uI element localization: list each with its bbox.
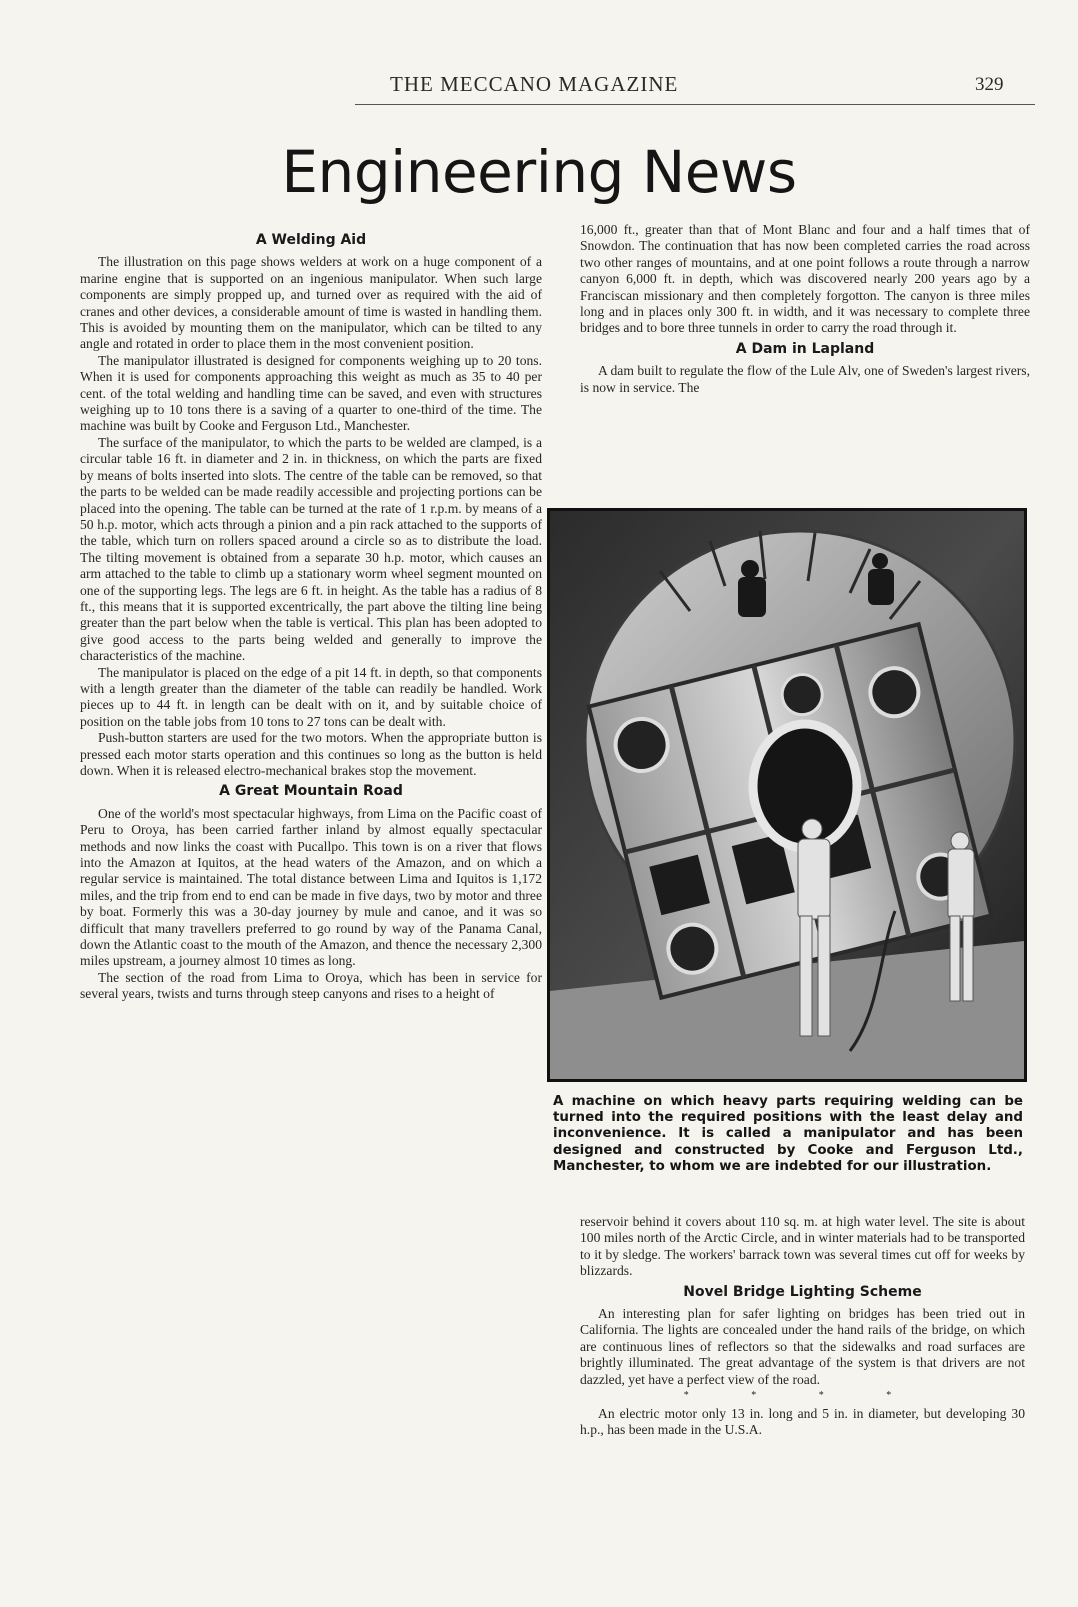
welding-aid-heading: A Welding Aid <box>255 232 367 248</box>
right-column-top <box>580 222 1030 396</box>
section-separator: * * * * <box>683 1390 922 1402</box>
figure-caption: A machine on which heavy parts requiring welding can be turned into the required positions with the least delay and inconvenience. It is called a manipulator and has been designed and constructed by Cooke and Ferguson Ltd., Manchester, to whom we are indebted for our illustration. <box>553 1094 1023 1174</box>
welding-aid-paragraph-4: The manipulator is placed on the edge of a pit 14 ft. in depth, so that components with a length greater than the diameter of the table can readily be handled. Work pieces up to 44 ft. in length can be dealt with on it, and by suitable choice of position on the table jobs from 10 tons to 27 tons can be dealt with. <box>80 664 542 729</box>
dam-heading: A Dam in Lapland <box>735 340 875 357</box>
electric-motor-paragraph: An electric motor only 13 in. long and 5 in. in diameter, but developing 30 h.p., has been made in the U.S.A. <box>580 1406 1025 1438</box>
mountain-road-heading: A Great Mountain Road <box>219 783 403 800</box>
dam-continuation: reservoir behind it covers about 110 sq. m. at high water level. The site is about 100 miles north of the Arctic Circle, and in winter materials had to be transported to it by sledge. The workers' barrack town was several times cut off for weeks by blizzards. <box>580 1214 1025 1279</box>
welding-aid-paragraph-5: Push-button starters are used for the two motors. When the appropriate button is pressed each motor starts operation and this continues so long as the button is held down. When it is released electro-mechanical brakes stop the movement. <box>80 730 542 778</box>
running-head: THE MECCANO MAGAZINE <box>390 72 679 96</box>
right-column-bottom <box>580 1214 1025 1439</box>
welding-aid-paragraph-2: The manipulator illustrated is designed for components weighing up to 20 tons. When it is used for components approaching this weight as much as 35 to 40 per cent. of the total welding and handling time can be saved, and even with structures weighing up to 10 tons there is a saving of a quarter to one-third of the time. The machine was built by Cooke and Ferguson Ltd., Manchester. <box>80 352 542 434</box>
mountain-road-paragraph-2: The section of the road from Lima to Oroya, which has been in service for several years, twists and turns through steep canyons and rises to a height of <box>80 969 542 1002</box>
mountain-road-continuation: 16,000 ft., greater than that of Mont Blanc and four and a half times that of Snowdon. The continuation that has now been completed carries the road across two other ranges of mountains, and at one point follows a route through a narrow canyon 6,000 ft. in depth, which was discovered nearly 200 years ago by a Franciscan missionary and then completely forgotton. The canyon is three miles long and in places only 300 ft. in width, and it was necessary to complete three bridges and to bore three tunnels in order to carry the road through it. <box>580 222 1030 336</box>
header-rule <box>355 104 1035 105</box>
bridge-lighting-heading: Novel Bridge Lighting Scheme <box>683 1283 922 1300</box>
page-number: 329 <box>975 74 1004 95</box>
bridge-lighting-paragraph: An interesting plan for safer lighting on bridges has been tried out in California. The lights are concealed under the hand rails of the bridge, on which are continuous lines of reflectors so that the sidewalks and road surfaces are brightly illuminated. The great advantage of the system is that drivers are not dazzled, yet have a perfect view of the road. <box>580 1306 1025 1387</box>
welding-aid-paragraph-1: The illustration on this page shows welders at work on a huge component of a marine engine that is supported on an ingenious manipulator. When such large components are simply propped up, and turned over as required with the aid of cranes and other devices, a considerable amount of time is wasted in handling them. This is avoided by mounting them on the manipulator, which can be tilted to any angle and rotated in order to place them in the most convenient position. <box>80 254 542 352</box>
manipulator-photograph <box>547 508 1027 1082</box>
page-title: Engineering News <box>281 138 797 206</box>
mountain-road-paragraph-1: One of the world's most spectacular highways, from Lima on the Pacific coast of Peru to Oroya, has been carried farther inland by almost equally spectacular methods and now links the coast with Pucallpo. This town is on a river that flows into the Amazon at Iquitos, at the head waters of the Amazon, and on which a regular service is maintained. The total distance between Lima and Iquitos is 1,172 miles, and the trip from end to end can be made in five days, two by motor and three by boat. Formerly this was a 30-day journey by mule and canoe, and it was so difficult that many travellers preferred to go round by way of the Panama Canal, down the Atlantic coast to the mouth of the Amazon, and thence the necessary 2,300 miles upstream, a journey almost 10 times as long. <box>80 805 542 969</box>
dam-paragraph: A dam built to regulate the flow of the Lule Alv, one of Sweden's largest rivers, is now in service. The <box>580 363 1030 395</box>
manipulator-illustration <box>550 511 1024 1079</box>
welding-aid-paragraph-3: The surface of the manipulator, to which the parts to be welded are clamped, is a circular table 16 ft. in diameter and 2 in. in thickness, on which the parts are fixed by means of bolts inserted into slots. The centre of the table can be removed, so that the parts to be welded can be made readily accessible and projecting portions can be placed into the opening. The table can be turned at the rate of 1 r.p.m. by means of a 50 h.p. motor, which acts through a pinion and a pin rack attached to the supports of the table, which turn on rollers spaced around a circle so as to distribute the load. The tilting movement is obtained from a separate 30 h.p. motor, which causes an arm attached to the table to climb up a stationary worm wheel segment mounted on one of the supporting legs. The legs are 6 ft. in height. As the table has a radius of 8 ft., this means that it is supported excentrically, the part above the tilting line being greater than the part below when the table is vertical. This plan has been adopted to give good access to the parts being welded and generally to improve the characteristics of the machine. <box>80 434 542 664</box>
left-column <box>80 228 542 1003</box>
